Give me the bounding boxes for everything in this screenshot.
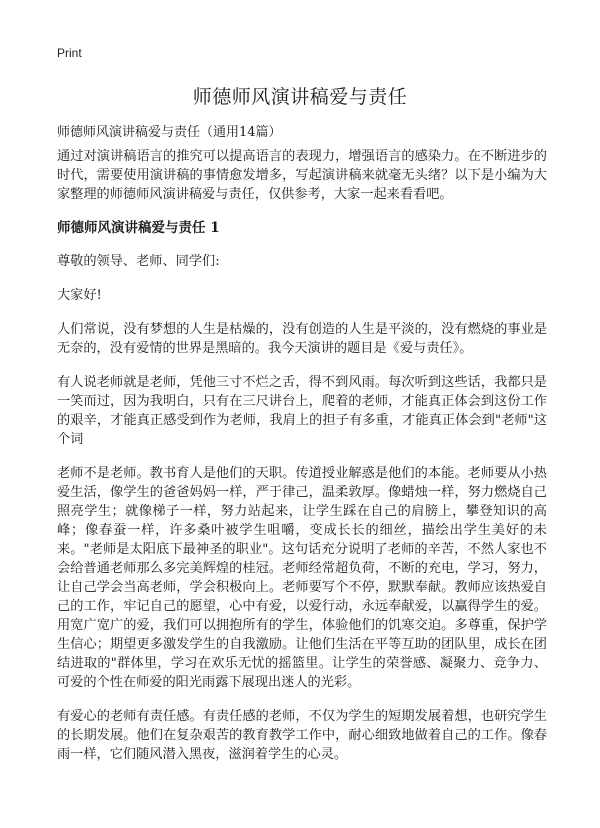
greeting-line: 尊敬的领导、老师、同学们:	[57, 254, 220, 269]
body-paragraph: 人们常说，没有梦想的人生是枯燥的，没有创造的人生是平淡的，没有燃烧的事业是无奈的，没有爱情的世界是黑暗的。我今天演讲的题目是《爱与责任》。	[57, 322, 547, 356]
hello-line: 大家好!	[57, 288, 102, 303]
document-title: 师德师风演讲稿爱与责任	[192, 86, 408, 108]
body-paragraph: 有人说老师就是老师，凭他三寸不烂之舌，得不到风雨。每次听到这些话，我都只是一笑而过，因为我明白，只有在三尺讲台上，爬着的老师，才能真正体会到这份工作的艰辛，才能真正感受到作为老师，我肩上的担子有多重，才能真正体会到"老师"这个词	[57, 375, 547, 447]
document-body	[57, 147, 547, 779]
body-paragraph: 有爱心的老师有责任感。有责任感的老师，不仅为学生的短期发展着想，也研究学生的长期发展。他们在复杂艰苦的教育教学工作中，耐心细致地做着自己的工作。像春雨一样，它们随风潜入黑夜，滋润着学生的心灵。	[57, 709, 547, 762]
print-link[interactable]: Print	[57, 46, 82, 60]
intro-paragraph: 通过对演讲稿语言的推究可以提高语言的表现力，增强语言的感染力。在不断进步的时代，需要使用演讲稿的事情愈发增多，写起演讲稿来就毫无头绪？以下是小编为大家整理的师德师风演讲稿爱与责任，仅供参考，大家一起来看看吧。	[57, 149, 547, 202]
document-subtitle: 师德师风演讲稿爱与责任（通用14篇）	[57, 125, 282, 140]
section-heading: 师德师风演讲稿爱与责任 1	[57, 220, 220, 236]
body-paragraph: 老师不是老师。教书育人是他们的天职。传道授业解惑是他们的本能。老师要从小热爱生活，像学生的爸爸妈妈一样，严于律己，温柔敦厚。像蜡烛一样，努力燃烧自己照亮学生；就像梯子一样，努力站起来，让学生踩在自己的肩膀上，攀登知识的高峰；像春蚕一样，许多桑叶被学生咀嚼，变成长长的细丝，描绘出学生美好的未来。"老师是太阳底下最神圣的职业"。这句话充分说明了老师的辛苦，不然人家也不会给普通老师那么多完美辉煌的桂冠。老师经常超负荷，不断的充电，学习，努力，让自己学会当高老师，学会积极向上。老师要写个不停，默默奉献。教师应该热爱自己的工作，牢记自己的愿望，心中有爱，以爱行动，永远奉献爱，以赢得学生的爱。用宽广宽广的爱，我们可以拥抱所有的学生，体验他们的饥寒交迫。多尊重，保护学生信心；期望更多激发学生的自我激励。让他们生活在平等互助的团队里，成长在团结进取的"群体里，学习在欢乐无忧的摇篮里。让学生的荣誉感、凝聚力、竞争力、可爱的个性在师爱的阳光雨露下展现出迷人的光彩。	[57, 466, 547, 690]
